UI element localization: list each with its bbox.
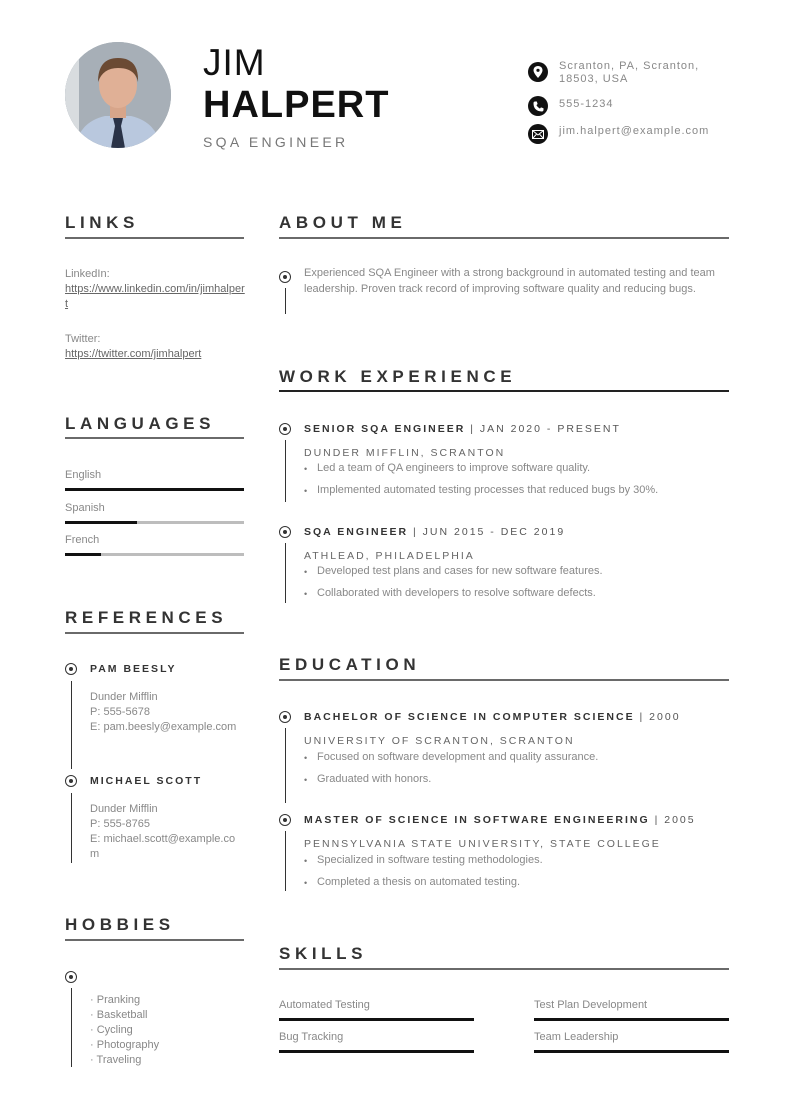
education-bullet: • Focused on software development and quality assurance. (304, 751, 599, 763)
work-company: DUNDER MIFFLIN, SCRANTON (304, 447, 506, 459)
about-text: Experienced SQA Engineer with a strong background in automated testing and team leadership. Proven track record of improving software quality and reducing bugs. (304, 267, 715, 295)
skill-bar (534, 1050, 729, 1053)
envelope-icon (528, 124, 548, 144)
language-name: English (65, 469, 102, 481)
timeline-dot-icon (65, 971, 77, 983)
timeline-line (285, 288, 287, 314)
language-bar (65, 488, 244, 491)
skill-name: Automated Testing (279, 999, 370, 1011)
language-french (65, 533, 244, 556)
contact-address (528, 62, 719, 86)
education-degree: BACHELOR OF SCIENCE IN COMPUTER SCIENCE (304, 711, 635, 723)
work-company: ATHLEAD, PHILADELPHIA (304, 550, 475, 562)
timeline-line (71, 793, 73, 863)
address-text: Scranton, PA, Scranton, 18503, USA (559, 60, 700, 85)
work-bullet: • Collaborated with developers to resolve software defects. (304, 587, 596, 599)
languages-heading: LANGUAGES (65, 414, 216, 433)
links-heading: LINKS (65, 213, 139, 232)
twitter-link[interactable]: https://twitter.com/jimhalpert (65, 348, 202, 360)
work-entry-title (304, 526, 565, 538)
reference-company: Dunder Mifflin (90, 803, 158, 815)
reference-name: MICHAEL SCOTT (90, 775, 203, 787)
work-bullet: • Led a team of QA engineers to improve software quality. (304, 462, 591, 474)
skill-name: Team Leadership (534, 1031, 619, 1043)
education-entry-title (304, 711, 681, 723)
language-bar (65, 521, 244, 524)
reference-details (90, 690, 240, 735)
timeline-line (285, 728, 287, 803)
skill-team-leadership (534, 1030, 729, 1053)
email-text[interactable]: jim.halpert@example.com (559, 125, 710, 137)
language-bar (65, 553, 244, 556)
hobbies-list (90, 993, 159, 1068)
education-divider (279, 679, 729, 681)
about-heading: ABOUT ME (279, 213, 407, 232)
work-dates: | JAN 2020 - PRESENT (465, 423, 621, 435)
reference-phone: P: 555-8765 (90, 818, 150, 830)
education-entry-title (304, 814, 696, 826)
timeline-dot-icon (279, 526, 291, 538)
education-bullet: • Specialized in software testing methodologies. (304, 854, 543, 866)
education-degree: MASTER OF SCIENCE IN SOFTWARE ENGINEERING (304, 814, 650, 826)
language-english (65, 468, 244, 491)
timeline-dot-icon (65, 775, 77, 787)
work-bullet: • Developed test plans and cases for new software features. (304, 565, 603, 577)
phone-icon (528, 96, 548, 116)
hobby-item: · Pranking (90, 994, 141, 1006)
contact-email (528, 124, 739, 144)
location-pin-icon (528, 62, 548, 82)
education-school: PENNSYLVANIA STATE UNIVERSITY, STATE COLLEGE (304, 838, 661, 850)
last-name: HALPERT (203, 84, 390, 126)
timeline-dot-icon (65, 663, 77, 675)
skill-bug-tracking (279, 1030, 474, 1053)
timeline-line (285, 831, 287, 891)
timeline-dot-icon (279, 271, 291, 283)
hobbies-heading: HOBBIES (65, 915, 175, 934)
linkedin-label: LinkedIn: (65, 268, 110, 280)
reference-phone: P: 555-5678 (90, 706, 150, 718)
hobby-item: · Basketball (90, 1009, 148, 1021)
education-bullet: • Graduated with honors. (304, 773, 432, 785)
references-heading: REFERENCES (65, 608, 228, 627)
reference-email: E: pam.beesly@example.com (90, 721, 237, 733)
timeline-line (71, 988, 73, 1067)
language-name: French (65, 534, 100, 546)
first-name: JIM (203, 42, 266, 83)
twitter-item (65, 332, 245, 362)
work-role: SENIOR SQA ENGINEER (304, 423, 466, 435)
hobby-item: · Traveling (90, 1054, 142, 1066)
skill-name: Bug Tracking (279, 1031, 344, 1043)
hobbies-divider (65, 939, 244, 941)
profile-photo (65, 42, 171, 148)
language-spanish (65, 501, 244, 524)
hobby-item: · Cycling (90, 1024, 133, 1036)
skill-automated-testing (279, 998, 474, 1021)
education-school: UNIVERSITY OF SCRANTON, SCRANTON (304, 735, 575, 747)
references-divider (65, 632, 244, 634)
skill-bar (279, 1018, 474, 1021)
reference-company: Dunder Mifflin (90, 691, 158, 703)
skill-bar (534, 1018, 729, 1021)
skills-divider (279, 968, 729, 970)
education-year: | 2005 (649, 814, 696, 826)
phone-text[interactable]: 555-1234 (559, 98, 614, 110)
twitter-label: Twitter: (65, 333, 101, 345)
timeline-line (285, 543, 287, 603)
language-name: Spanish (65, 502, 105, 514)
work-divider (279, 390, 729, 392)
education-bullet: • Completed a thesis on automated testing. (304, 876, 521, 888)
work-dates: | JUN 2015 - DEC 2019 (408, 526, 566, 538)
skill-name: Test Plan Development (534, 999, 648, 1011)
reference-details (90, 802, 240, 862)
reference-name: PAM BEESLY (90, 663, 177, 675)
hobby-item: · Photography (90, 1039, 160, 1051)
education-heading: EDUCATION (279, 655, 421, 674)
education-year: | 2000 (634, 711, 681, 723)
work-role: SQA ENGINEER (304, 526, 409, 538)
work-entry-title (304, 423, 621, 435)
work-heading: WORK EXPERIENCE (279, 367, 517, 386)
timeline-line (71, 681, 73, 769)
linkedin-link[interactable]: https://www.linkedin.com/in/jimhalpert (65, 283, 245, 310)
reference-email: E: michael.scott@example.com (90, 833, 236, 860)
timeline-line (285, 440, 287, 502)
person-photo-icon (65, 42, 171, 148)
skills-heading: SKILLS (279, 944, 368, 963)
about-divider (279, 237, 729, 239)
skill-test-plan-development (534, 998, 729, 1021)
links-divider (65, 237, 244, 239)
timeline-dot-icon (279, 711, 291, 723)
skill-bar (279, 1050, 474, 1053)
linkedin-item (65, 267, 245, 312)
work-bullet: • Implemented automated testing processes that reduced bugs by 30%. (304, 484, 659, 496)
contact-phone (528, 96, 719, 116)
job-title: SQA ENGINEER (203, 134, 349, 150)
languages-divider (65, 437, 244, 439)
timeline-dot-icon (279, 423, 291, 435)
timeline-dot-icon (279, 814, 291, 826)
